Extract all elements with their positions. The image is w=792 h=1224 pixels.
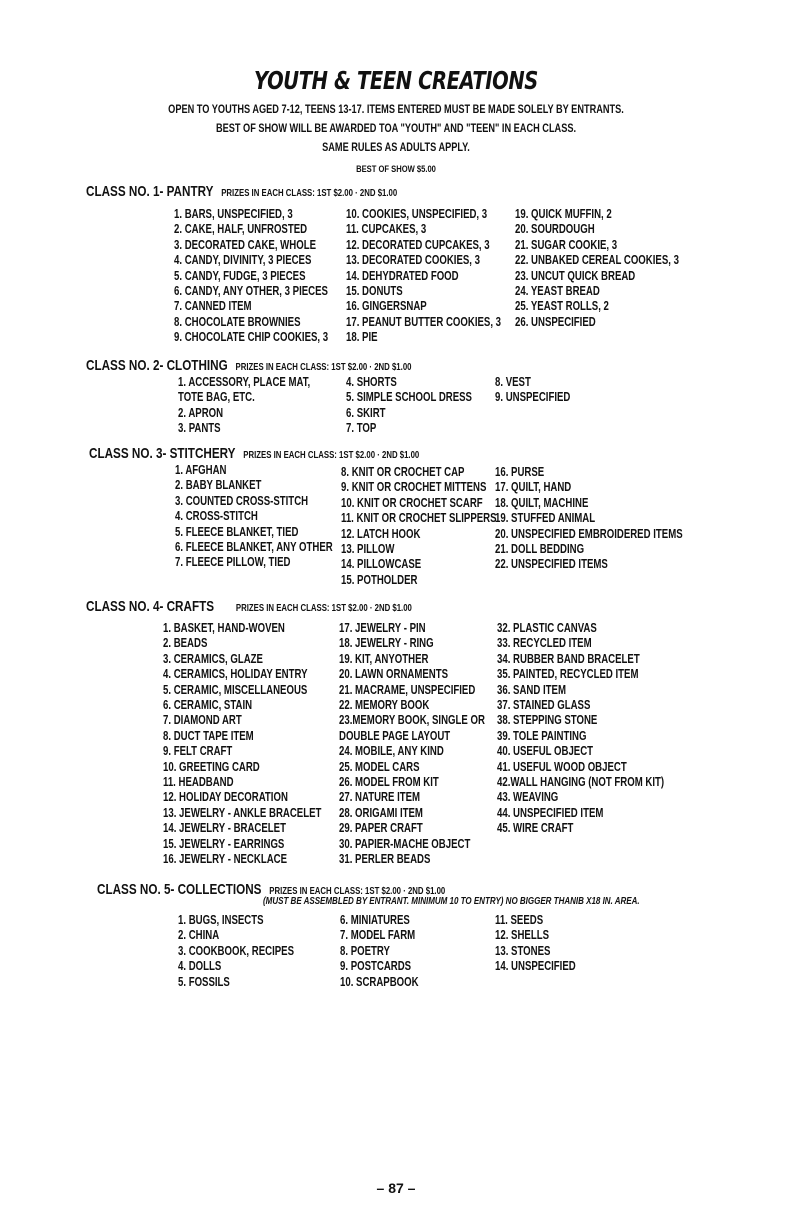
list-item: 41. USEFUL WOOD OBJECT (497, 758, 627, 774)
list-item: 1. AFGHAN (175, 462, 227, 477)
list-item: 13. PILLOW (341, 541, 395, 556)
list-item: 17. PEANUT BUTTER COOKIES, 3 (346, 313, 502, 329)
class-2-heading (86, 357, 411, 375)
list-item: 10. SCRAPBOOK (340, 973, 419, 989)
intro-line-3: SAME RULES AS ADULTS APPLY. (322, 142, 470, 154)
list-item: 24. MOBILE, ANY KIND (339, 743, 444, 759)
list-item: 27. NATURE ITEM (339, 789, 421, 805)
list-item: 7. FLEECE PILLOW, TIED (175, 554, 291, 570)
list-item: 29. PAPER CRAFT (339, 820, 423, 836)
list-item: DOUBLE PAGE LAYOUT (339, 727, 451, 743)
list-item: 9. FELT CRAFT (163, 743, 233, 759)
list-item: 5. CANDY, FUDGE, 3 PIECES (174, 267, 306, 283)
list-item: 38. STEPPING STONE (497, 712, 598, 728)
list-item: 15. DONUTS (346, 283, 403, 298)
list-item: 2. CAKE, HALF, UNFROSTED (174, 221, 308, 237)
list-item: 40. USEFUL OBJECT (497, 743, 594, 759)
list-item: 6. CANDY, ANY OTHER, 3 PIECES (174, 283, 328, 298)
list-item: 12. SHELLS (495, 927, 549, 943)
list-item: 3. CERAMICS, GLAZE (163, 650, 263, 666)
class-prizes: PRIZES IN EACH CLASS: 1ST $2.00 · 2ND $1.00 (269, 886, 446, 897)
list-item: 23. UNCUT QUICK BREAD (515, 267, 636, 283)
list-item: 13. DECORATED COOKIES, 3 (346, 252, 480, 268)
list-item: 7. DIAMOND ART (163, 712, 242, 728)
list-item: 5. SIMPLE SCHOOL DRESS (346, 389, 472, 405)
list-item: 14. PILLOWCASE (341, 556, 422, 572)
list-item: 18. PIE (346, 329, 378, 345)
list-item: 11. KNIT OR CROCHET SLIPPERS (341, 510, 497, 526)
page-number: – 87 – (376, 1180, 416, 1196)
list-item: 44. UNSPECIFIED ITEM (497, 804, 604, 820)
list-item: 5. CERAMIC, MISCELLANEOUS (163, 681, 308, 697)
list-item: 25. YEAST ROLLS, 2 (515, 298, 609, 314)
list-item: 43. WEAVING (497, 789, 559, 805)
list-item: 30. PAPIER-MACHE OBJECT (339, 835, 471, 851)
list-item: 2. BABY BLANKET (175, 477, 262, 493)
list-item: 8. DUCT TAPE ITEM (163, 727, 254, 743)
list-item: 4. DOLLS (178, 958, 222, 974)
list-item: 2. BEADS (163, 635, 208, 651)
class-prizes: PRIZES IN EACH CLASS: 1ST $2.00 · 2ND $1.00 (221, 188, 398, 199)
list-item: 20. LAWN ORNAMENTS (339, 666, 449, 682)
list-item: 20. UNSPECIFIED EMBROIDERED ITEMS (495, 525, 683, 541)
list-item: 11. HEADBAND (163, 774, 234, 789)
list-item: 9. KNIT OR CROCHET MITTENS (341, 479, 487, 495)
list-item: 36. SAND ITEM (497, 681, 566, 697)
list-item: 1. BASKET, HAND-WOVEN (163, 620, 285, 635)
list-item: 14. DEHYDRATED FOOD (346, 267, 459, 283)
list-item: 15. JEWELRY - EARRINGS (163, 835, 285, 851)
list-item: 4. CROSS-STITCH (175, 508, 258, 524)
list-item: 25. MODEL CARS (339, 758, 420, 774)
list-item: 21. SUGAR COOKIE, 3 (515, 236, 618, 252)
class-title: CLASS NO. 3- STITCHERY (89, 445, 236, 462)
list-item: 6. MINIATURES (340, 912, 410, 927)
class-1-heading (86, 183, 397, 201)
list-item: 45. WIRE CRAFT (497, 820, 574, 836)
list-item: 9. UNSPECIFIED (495, 389, 571, 405)
class-5-note: (MUST BE ASSEMBLED BY ENTRANT. MINIMUM 10 TO ENTRY) NO BIGGER THANIB X18 IN. AREA. (263, 896, 640, 907)
list-item: 7. CANNED ITEM (174, 298, 252, 314)
list-item: 11. SEEDS (495, 912, 544, 927)
list-item: 31. PERLER BEADS (339, 851, 431, 866)
list-item: 6. SKIRT (346, 404, 386, 420)
intro-line-2: BEST OF SHOW WILL BE AWARDED TOA "YOUTH" AND "TEEN" IN EACH CLASS. (215, 123, 577, 135)
list-item: 4. CERAMICS, HOLIDAY ENTRY (163, 666, 308, 682)
list-item: 2. CHINA (178, 927, 220, 943)
list-item: 17. QUILT, HAND (495, 479, 572, 495)
class-prizes: PRIZES IN EACH CLASS: 1ST $2.00 · 2ND $1.00 (235, 603, 412, 614)
list-item: 28. ORIGAMI ITEM (339, 804, 423, 820)
list-item: 19. KIT, ANYOTHER (339, 650, 429, 666)
list-item: 32. PLASTIC CANVAS (497, 620, 597, 635)
list-item: 21. MACRAME, UNSPECIFIED (339, 681, 476, 697)
list-item: 12. HOLIDAY DECORATION (163, 789, 288, 805)
list-item: 3. DECORATED CAKE, WHOLE (174, 236, 316, 252)
list-item: 1. BARS, UNSPECIFIED, 3 (174, 206, 293, 221)
list-item: 13. STONES (495, 942, 551, 958)
list-item: 35. PAINTED, RECYCLED ITEM (497, 666, 639, 682)
list-item: 33. RECYCLED ITEM (497, 635, 592, 651)
list-item: 24. YEAST BREAD (515, 283, 600, 298)
list-item: 42.WALL HANGING (NOT FROM KIT) (497, 774, 665, 789)
page-title: YOUTH & TEEN CREATIONS (254, 66, 538, 95)
list-item: 9. CHOCOLATE CHIP COOKIES, 3 (174, 329, 329, 345)
list-item: 14. UNSPECIFIED (495, 958, 576, 974)
list-item: 5. FLEECE BLANKET, TIED (175, 523, 299, 539)
list-item: 39. TOLE PAINTING (497, 727, 587, 743)
list-item: 7. MODEL FARM (340, 927, 416, 943)
list-item: TOTE BAG, ETC. (178, 389, 255, 405)
class-title: CLASS NO. 1- PANTRY (86, 183, 214, 200)
list-item: 3. COUNTED CROSS-STITCH (175, 492, 309, 508)
list-item: 12. LATCH HOOK (341, 525, 421, 541)
list-item: 16. JEWELRY - NECKLACE (163, 851, 288, 866)
list-item: 16. PURSE (495, 464, 545, 479)
list-item: 1. ACCESSORY, PLACE MAT, (178, 374, 311, 389)
list-item: 34. RUBBER BAND BRACELET (497, 650, 640, 666)
class-3-heading (89, 445, 419, 463)
list-item: 13. JEWELRY - ANKLE BRACELET (163, 804, 322, 820)
list-item: 22. MEMORY BOOK (339, 697, 430, 712)
list-item: 11. CUPCAKES, 3 (346, 221, 427, 237)
list-item: 17. JEWELRY - PIN (339, 620, 426, 635)
list-item: 23.MEMORY BOOK, SINGLE OR (339, 712, 485, 728)
list-item: 1. BUGS, INSECTS (178, 912, 264, 927)
list-item: 8. POETRY (340, 942, 390, 958)
list-item: 6. FLEECE BLANKET, ANY OTHER (175, 539, 333, 554)
list-item: 3. PANTS (178, 420, 221, 436)
list-item: 26. MODEL FROM KIT (339, 774, 439, 789)
class-prizes: PRIZES IN EACH CLASS: 1ST $2.00 · 2ND $1.00 (243, 450, 420, 461)
list-item: 18. JEWELRY - RING (339, 635, 434, 651)
list-item: 5. FOSSILS (178, 973, 230, 989)
list-item: 8. CHOCOLATE BROWNIES (174, 313, 301, 329)
intro-line-1: OPEN TO YOUTHS AGED 7-12, TEENS 13-17. ITEMS ENTERED MUST BE MADE SOLELY BY ENTRANTS. (168, 104, 624, 116)
list-item: 8. VEST (495, 374, 531, 389)
list-item: 4. CANDY, DIVINITY, 3 PIECES (174, 252, 312, 268)
class-prizes: PRIZES IN EACH CLASS: 1ST $2.00 · 2ND $1.00 (235, 362, 412, 373)
list-item: 37. STAINED GLASS (497, 697, 591, 712)
list-item: 20. SOURDOUGH (515, 221, 595, 237)
list-item: 9. POSTCARDS (340, 958, 412, 974)
list-item: 26. UNSPECIFIED (515, 313, 596, 329)
list-item: 8. KNIT OR CROCHET CAP (341, 464, 465, 479)
list-item: 14. JEWELRY - BRACELET (163, 820, 286, 836)
list-item: 19. QUICK MUFFIN, 2 (515, 206, 612, 221)
class-title: CLASS NO. 5- COLLECTIONS (97, 881, 262, 898)
list-item: 12. DECORATED CUPCAKES, 3 (346, 236, 490, 252)
list-item: 19. STUFFED ANIMAL (495, 510, 596, 526)
list-item: 2. APRON (178, 404, 224, 420)
list-item: 15. POTHOLDER (341, 571, 418, 587)
class-title: CLASS NO. 4- CRAFTS (86, 598, 215, 615)
best-of-show: BEST OF SHOW $5.00 (356, 164, 436, 175)
list-item: 3. COOKBOOK, RECIPES (178, 942, 294, 958)
list-item: 10. GREETING CARD (163, 758, 260, 774)
list-item: 21. DOLL BEDDING (495, 541, 585, 556)
class-4-heading (86, 598, 412, 616)
list-item: 6. CERAMIC, STAIN (163, 697, 253, 712)
list-item: 10. KNIT OR CROCHET SCARF (341, 494, 483, 510)
list-item: 10. COOKIES, UNSPECIFIED, 3 (346, 206, 488, 221)
class-title: CLASS NO. 2- CLOTHING (86, 357, 228, 374)
list-item: 18. QUILT, MACHINE (495, 494, 589, 510)
list-item: 22. UNBAKED CEREAL COOKIES, 3 (515, 252, 679, 268)
list-item: 16. GINGERSNAP (346, 298, 427, 314)
list-item: 7. TOP (346, 420, 377, 436)
list-item: 4. SHORTS (346, 374, 397, 389)
list-item: 22. UNSPECIFIED ITEMS (495, 556, 608, 572)
